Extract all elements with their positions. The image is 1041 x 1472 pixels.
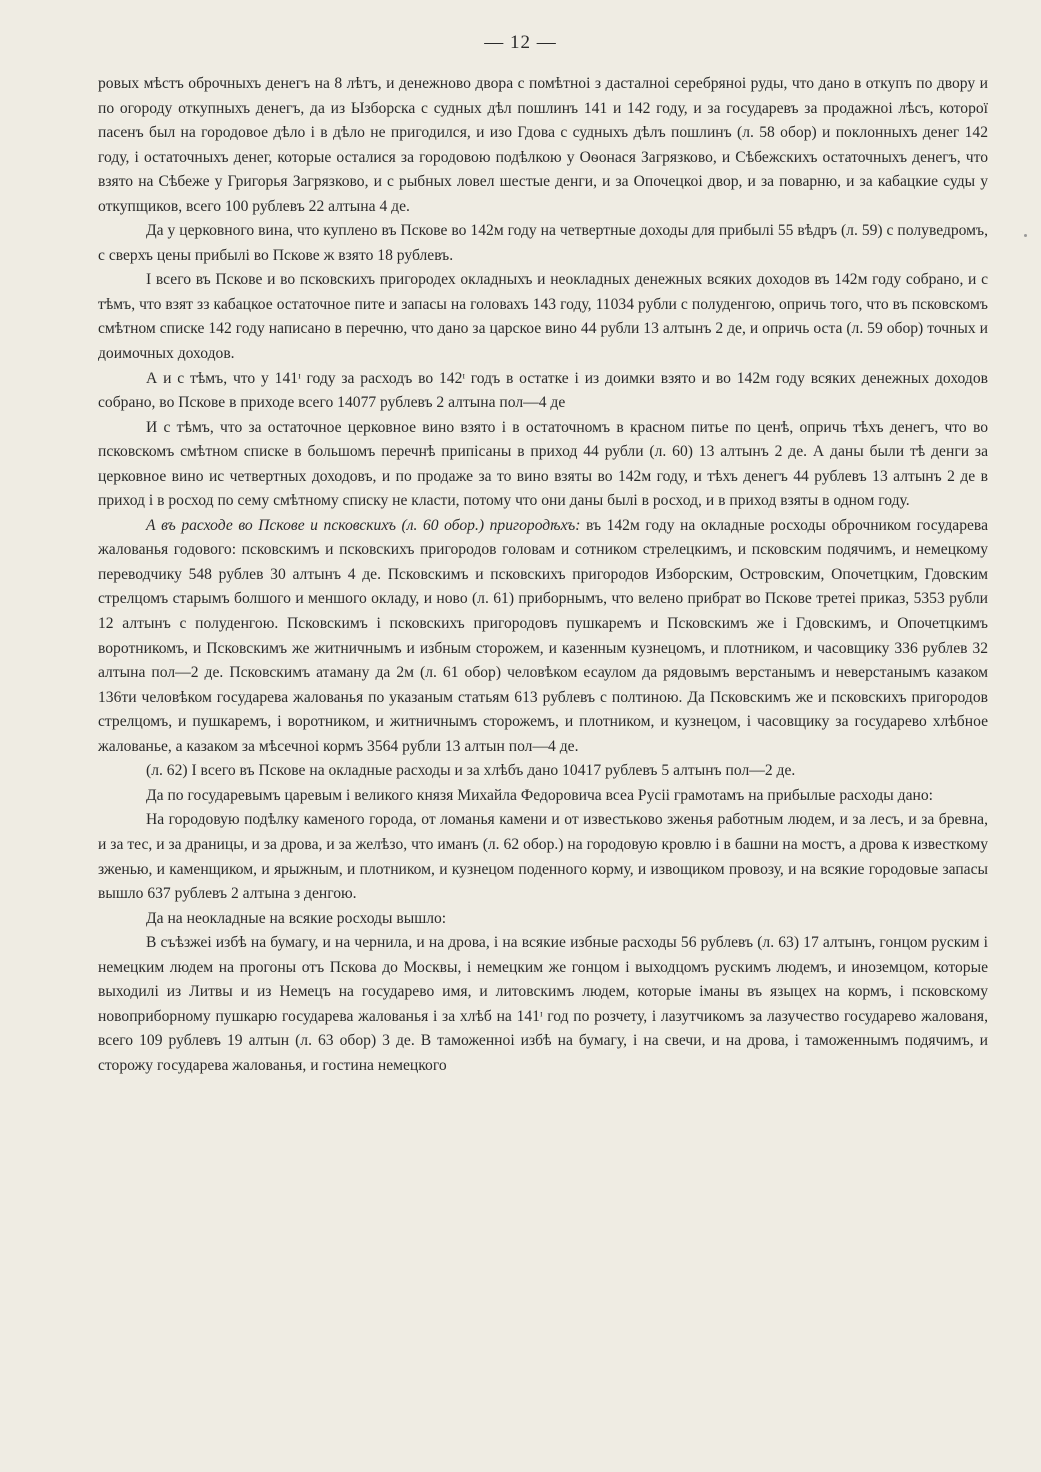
paragraph-5: И с тѣмъ, что за остаточное церковное вино взято і в остаточномъ в красном питье по ценѣ, опричь тѣхъ денегъ, что во псковскомъ смѣтном списке в большомъ перечнѣ припісаны в приход 44 рубли (л. 60) 13 алтынъ 2 де. А даны были тѣ денги за церковное вино ис четвертных доходовъ, и по продаже за то вино взяты во 142м году, и тѣхъ денегъ 44 рублевъ 13 алтынъ 2 де в приход і в росход по сему смѣтному списку не класти, потому что они даны былі в росход, и в приход взяты в одном году.: [98, 418, 988, 510]
paragraph-3: І всего въ Пскове и во псковскихъ пригородех окладныхъ и неокладных денежных всяких доходов въ 142м году собрано, и с тѣмъ, что взят зз кабацкое остаточное пите и запасы на головахъ 143 году, 11034 рубли с полуденгою, опричь того, что въ псковскомъ смѣтном списке 142 году написано в перечню, что дано за царское вино 44 рубли 13 алтынъ 2 де, и опричь оста (л. 59 обор) точных и доимочных доходов.: [98, 271, 988, 363]
paragraph-10: Да на неокладные на всякие росходы вышло:: [146, 909, 447, 927]
body-text: [98, 72, 988, 1078]
paragraph-2: Да у церковного вина, что куплено въ Пскове во 142м году на четвертные доходы для прибылі 55 вѣдръ (л. 59) с полуведромъ, с сверхъ цены прибылі во Пскове ж взято 18 рублевъ.: [98, 222, 988, 264]
paragraph-4: А и с тѣмъ, что у 141ᶦ году за расходъ во 142ᶦ годъ в остатке і из доимки взято и во 142м году всяких денежных доходов собрано, во Пскове в приходе всего 14077 рублевъ 2 алтына пол—4 де: [98, 369, 988, 412]
paragraph-11: В съѣзжеі избѣ на бумагу, и на чернила, и на дрова, і на всякие избные расходы 56 рублевъ (л. 63) 17 алтынъ, гонцом руским і немецким людем на прогоны отъ Пскова до Москвы, і немецким же гонцом і выходцомъ рускимъ людемъ, и иноземцом, которые выходилі из Литвы и из Немецъ на государево имя, и литовскимъ людем, которые іманы въ языцех на кормъ, і псковскому новоприборному пушкарю государева жалованья і за хлѣб на 141ᶦ год по розчету, і лазутчикомъ за лазучество государево жалованя, всего 109 рублевъ 19 алтын (л. 63 обор) 3 де. В таможенноі избѣ на бумагу, і на свечи, и на дрова, і таможеннымъ подячимъ, и сторожу государева жалованья, и гостина немецкого: [98, 934, 988, 1074]
paragraph-8: Да по государевымъ царевым і великого князя Михайла Федоровича всеа Русіі грамотамъ на прибылые расходы дано:: [146, 786, 933, 804]
page-number: — 12 —: [484, 32, 557, 53]
paragraph-1: ровых мѣстъ оброчныхъ денегъ на 8 лѣтъ, и денежново двора с помѣтноі з дасталноі серебряноі руды, что дано в откупъ по двору и по огороду откупныхъ денегъ, да из Ызборска с судных дѣл пошлинъ 141 и 142 году, и за государевъ за продажноі лѣсъ, которої пасенъ был на городовое дѣло і в дѣло не пригодился, и изо Гдова с судныхъ дѣлъ пошлинъ (л. 58 обор) и поклонныхъ денег 142 году, і остаточныхъ денег, которые осталися за городовою подѣлкою у Оѳонася Загрязково, и Сѣбежскихъ остаточныхъ денегъ, что взято на Сѣбеже у Григорья Загрязково, и с рыбных ловел шестые денги, и за Опочецкоі двор, и за поварню, и за кабацкие суды у откупщиков, всего 100 рублевъ 22 алтына 4 де.: [98, 75, 988, 215]
paragraph-7: (л. 62) І всего въ Пскове на окладные расходы и за хлѣбъ дано 10417 рублевъ 5 алтынъ пол—2 де.: [146, 762, 796, 780]
paragraph-6-text: въ 142м году на окладные росходы оброчником государева жалованья годового: псковскимъ и псковскихъ пригородов головам и сотником стрелецкимъ, и псковским подячимъ, и немецкому переводчику 548 рублев 30 алтынъ 4 де. Псковскимъ и псковскихъ пригородов Изборским, Островским, Опочетцким, Гдовским стрелцомъ старымъ болшого и меншого окладу, и ново (л. 61) приборнымъ, что велено прибрат во Пскове третеі приказ, 5353 рубли 12 алтынъ с полуденгою. Псковскимъ і псковскихъ пригородовъ пушкаремъ и Псковскимъ же і Гдовскимъ, и Опочетцкимъ воротникомъ, и Псковскимъ же житничнымъ и избным сторожем, и казенным кузнецомъ, и плотником, и часовщику 336 рублев 32 алтына пол—2 де. Псковскимъ атаману да 2м (л. 61 обор) человѣком есаулом да рядовымъ верстанымъ и неверстанымъ казаком 136ти человѣком государева жалованья по указаным статьям 613 рублевъ с полтиною. Да Псковскимъ же и псковскихъ пригородов стрелцомъ, и пушкаремъ, і воротником, и житничнымъ сторожемъ, и плотником, и кузнецом, і часовщику за государево хлѣбное жалованье, а казаком за мѣсечноі кормъ 3564 рубли 13 алтын пол—4 де.: [98, 516, 988, 755]
paragraph-9: На городовую подѣлку каменого города, от ломанья камени и от известьково зженья работным людем, и за лесъ, и за бревна, и за тес, и за драницы, и за дрова, и за желѣзо, что иманъ (л. 62 обор.) на городовую кровлю і в башни на мостъ, а дрова к известкому зженью, и каменщиком, и ярыжным, и плотником, и кузнецом поденного корму, и извощиком провозу, и на всякие городовые запасы вышло 637 рублевъ 2 алтына з денгою.: [98, 811, 988, 903]
scan-speck: [1024, 234, 1027, 237]
section-heading: А въ расходе во Пскове и псковскихъ (л. 60 обор.) пригородѣхъ:: [146, 516, 581, 534]
paragraph-6: [98, 514, 988, 759]
